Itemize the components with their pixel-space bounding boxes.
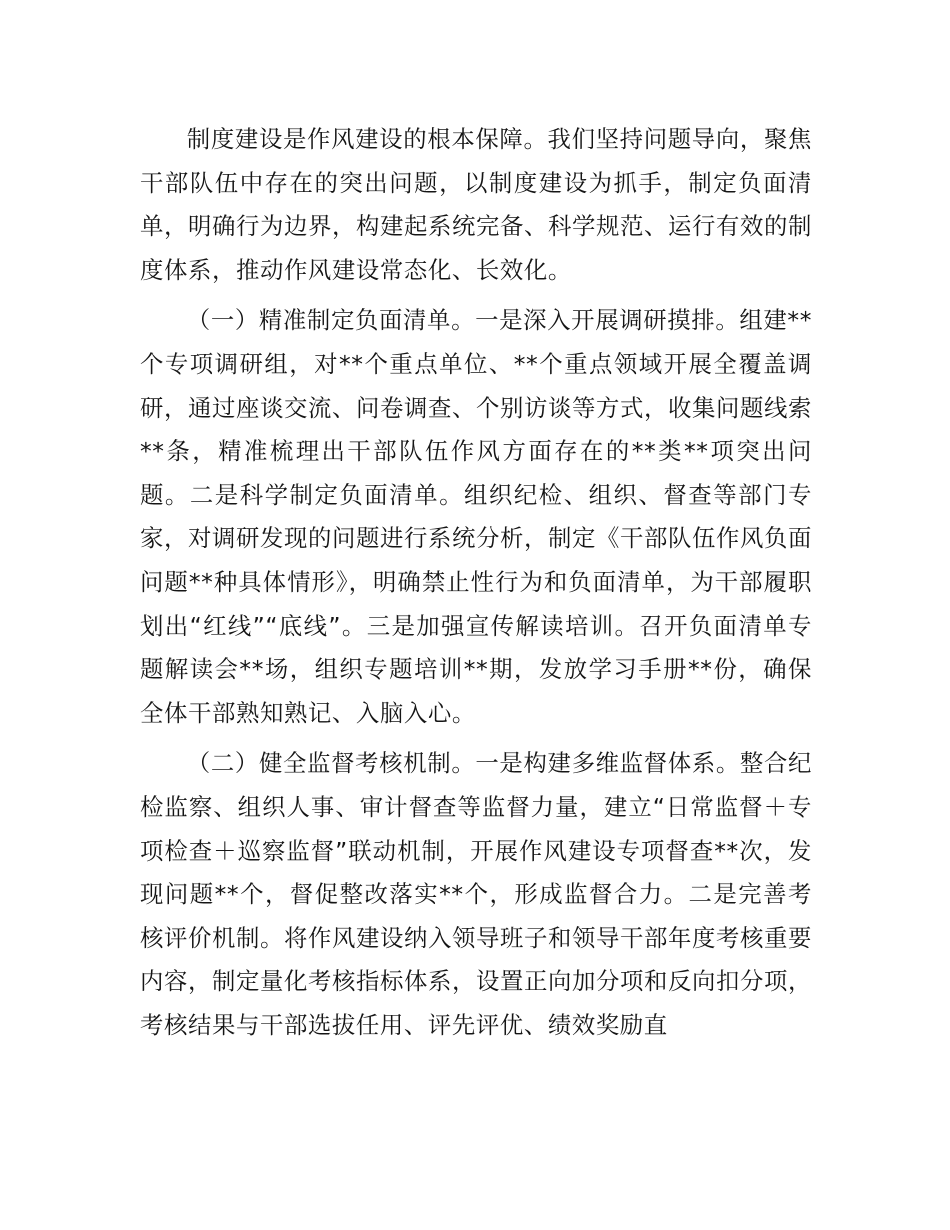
paragraph-section-1: （一）精准制定负面清单。一是深入开展调研摸排。组建**个专项调研组，对**个重点单位、**个重点领域开展全覆盖调研，通过座谈交流、问卷调查、个别访谈等方式，收集问题线索**条，精准梳理出干部队伍作风方面存在的**类**项突出问题。二是科学制定负面清单。组织纪检、组织、督查等部门专家，对调研发现的问题进行系统分析，制定《干部队伍作风负面问题**种具体情形》，明确禁止性行为和负面清单，为干部履职划出“红线”“底线”。三是加强宣传解读培训。召开负面清单专题解读会**场，组织专题培训**期，发放学习手册**份，确保全体干部熟知熟记、入脑入心。 — [140, 306, 812, 727]
paragraph-intro: 制度建设是作风建设的根本保障。我们坚持问题导向，聚焦干部队伍中存在的突出问题，以制度建设为抓手，制定负面清单，明确行为边界，构建起系统完备、科学规范、运行有效的制度体系，推动作风建设常态化、长效化。 — [140, 125, 812, 284]
document-body — [140, 118, 812, 1054]
paragraph-section-2: （二）健全监督考核机制。一是构建多维监督体系。整合纪检监察、组织人事、审计督查等监督力量，建立“日常监督＋专项检查＋巡察监督”联动机制，开展作风建设专项督查**次，发现问题**个，督促整改落实**个，形成监督合力。二是完善考核评价机制。将作风建设纳入领导班子和领导干部年度考核重要内容，制定量化考核指标体系，设置正向加分项和反向扣分项，考核结果与干部选拔任用、评先评优、绩效奖励直 — [140, 749, 812, 1039]
